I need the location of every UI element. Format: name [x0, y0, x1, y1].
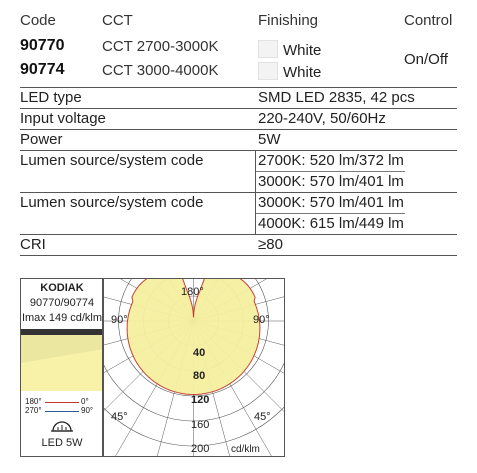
imax-label: Imax 149 cd/klm	[21, 312, 103, 324]
header-code: Code	[20, 12, 56, 29]
legend-b-left: 270°	[25, 406, 42, 415]
legend-a-right: 0°	[81, 397, 89, 406]
divider	[20, 87, 457, 88]
header-finishing: Finishing	[258, 12, 319, 29]
spec-value-lumen-2a: 3000K: 570 lm/401 lm	[258, 194, 404, 211]
beam-illustration	[21, 329, 103, 399]
legend-b-right: 90°	[81, 406, 94, 415]
control-value: On/Off	[404, 51, 448, 68]
ring-label-40: 40	[193, 347, 206, 359]
spec-value-lumen-2b: 4000K: 615 lm/449 lm	[258, 215, 404, 232]
spec-label-cri: CRI	[20, 236, 46, 253]
spec-value-power: 5W	[258, 131, 281, 148]
angle-label-45-left: 45°	[111, 411, 128, 423]
polar-plot	[103, 279, 284, 456]
spec-value-led-type: SMD LED 2835, 42 pcs	[258, 89, 415, 106]
header-cct: CCT	[102, 12, 133, 29]
divider	[20, 255, 457, 256]
ring-label-120: 120	[191, 394, 210, 406]
ring-label-160: 160	[191, 419, 210, 431]
divider	[255, 192, 256, 234]
angle-label-90-left: 90°	[111, 314, 128, 326]
spec-value-cri: ≥80	[258, 236, 283, 253]
legend-a-left: 180°	[25, 397, 42, 406]
header-control: Control	[404, 12, 453, 29]
lamp-label: LED 5W	[41, 437, 83, 449]
product-finishing-2: White	[283, 64, 322, 81]
legend-line-red	[45, 402, 79, 403]
spec-label-input-voltage: Input voltage	[20, 110, 106, 127]
product-name: KODIAK	[40, 282, 84, 294]
product-code-1: 90770	[20, 37, 65, 54]
legend-line-blue	[45, 411, 79, 412]
spec-value-lumen-1a: 2700K: 520 lm/372 lm	[258, 152, 404, 169]
product-finishing-1: White	[283, 42, 322, 59]
spec-label-lumen-1: Lumen source/system code	[20, 152, 204, 169]
divider	[20, 129, 457, 130]
ring-label-200: 200	[191, 443, 210, 455]
unit-label: cd/klm	[231, 444, 260, 455]
spec-label-led-type: LED type	[20, 89, 82, 106]
lamp-icon	[49, 419, 75, 433]
product-code-2: 90774	[20, 61, 65, 78]
angle-label-45-right: 45°	[254, 411, 271, 423]
spec-value-lumen-1b: 3000K: 570 lm/401 lm	[258, 173, 404, 190]
polar-diagram	[102, 278, 285, 457]
divider	[255, 150, 256, 192]
spec-value-input-voltage: 220-240V, 50/60Hz	[258, 110, 386, 127]
divider	[255, 213, 405, 214]
angle-label-90-right: 90°	[253, 314, 270, 326]
angle-label-180: 180°	[181, 286, 204, 298]
divider	[20, 108, 457, 109]
divider	[255, 171, 405, 172]
product-codes: 90770/90774	[29, 297, 95, 309]
white-swatch-1	[258, 40, 278, 58]
ring-label-80: 80	[193, 370, 206, 382]
spec-label-lumen-2: Lumen source/system code	[20, 194, 204, 211]
photometric-info-box	[20, 278, 104, 457]
white-swatch-2	[258, 62, 278, 80]
divider	[20, 150, 457, 151]
product-cct-1: CCT 2700-3000K	[102, 38, 219, 55]
product-cct-2: CCT 3000-4000K	[102, 62, 219, 79]
spec-label-power: Power	[20, 131, 63, 148]
divider	[20, 192, 457, 193]
divider	[20, 234, 457, 235]
